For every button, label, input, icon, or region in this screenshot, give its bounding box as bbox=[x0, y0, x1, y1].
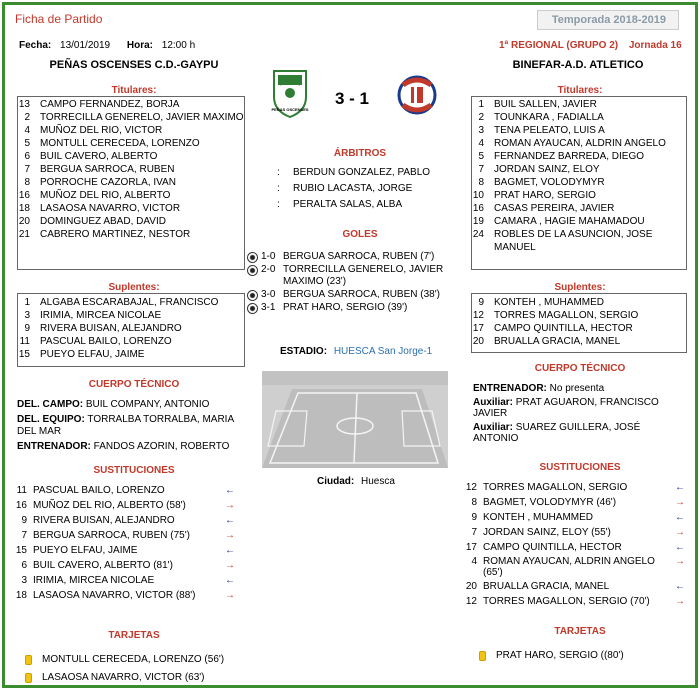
player-name: MONTULL CERECEDA, LORENZO (56') bbox=[42, 654, 225, 665]
goal-score: 3-0 bbox=[261, 289, 276, 300]
player-name: ALGABA ESCARABAJAL, FRANCISCO bbox=[40, 297, 219, 308]
player-name: BUIL CAVERO, ALBERTO (81') bbox=[33, 560, 173, 571]
arrow-left-icon: ← bbox=[225, 575, 235, 586]
home-team-crest bbox=[270, 67, 310, 119]
arrow-left-icon: ← bbox=[675, 482, 685, 493]
home-cards-title: TARJETAS bbox=[108, 630, 160, 641]
player-row[interactable] bbox=[472, 137, 686, 150]
player-number: 12 bbox=[472, 310, 484, 321]
player-number: 18 bbox=[15, 590, 27, 601]
arrow-right-icon: → bbox=[675, 527, 685, 538]
referee-name: BERDUN GONZALEZ, PABLO bbox=[293, 167, 431, 178]
player-name: TORRES MAGALLON, SERGIO (70') bbox=[483, 596, 650, 607]
player-name: TENA PELEATO, LUIS A bbox=[494, 125, 605, 136]
staff-row bbox=[473, 397, 687, 419]
substitution-row bbox=[455, 511, 687, 524]
player-row[interactable] bbox=[472, 176, 686, 189]
player-name: PASCUAL BAILO, LORENZO bbox=[40, 336, 172, 347]
arrow-left-icon: ← bbox=[675, 512, 685, 523]
player-number: 11 bbox=[19, 336, 30, 347]
arrow-left-icon: ← bbox=[675, 581, 685, 592]
player-row[interactable] bbox=[472, 111, 686, 124]
player-number: 19 bbox=[472, 216, 484, 227]
referee-separator: : bbox=[277, 183, 280, 194]
player-number: 9 bbox=[478, 297, 484, 308]
competition-info bbox=[499, 40, 682, 51]
away-subs-list bbox=[471, 293, 687, 353]
card-row bbox=[479, 649, 689, 662]
substitution-row bbox=[5, 589, 237, 602]
player-number: 2 bbox=[24, 112, 30, 123]
player-row[interactable] bbox=[18, 215, 244, 228]
player-name: PUEYO ELFAU, JAIME bbox=[40, 349, 145, 360]
soccer-ball-icon bbox=[247, 252, 258, 263]
yellow-card-icon bbox=[25, 673, 32, 683]
home-team-name: PEÑAS OSCENSES C.D.-GAYPU bbox=[49, 59, 219, 71]
time-value: 12:00 h bbox=[161, 40, 196, 51]
player-row[interactable] bbox=[18, 111, 244, 124]
player-number: 10 bbox=[472, 190, 484, 201]
substitution-row bbox=[5, 544, 237, 557]
player-name: ROBLES DE LA ASUNCION, JOSE MANUEL bbox=[494, 229, 653, 253]
player-number: 13 bbox=[18, 99, 30, 110]
substitution-row bbox=[5, 514, 237, 527]
player-number: 20 bbox=[465, 581, 477, 592]
player-name: ROMAN AYAUCAN, ALDRIN ANGELO bbox=[494, 138, 666, 149]
player-number: 5 bbox=[24, 138, 30, 149]
player-row[interactable] bbox=[472, 163, 686, 176]
home-substitutions-list bbox=[5, 484, 237, 604]
player-row[interactable] bbox=[18, 150, 244, 163]
player-name: MUÑOZ DEL RIO, VICTOR bbox=[40, 125, 163, 136]
substitution-row bbox=[455, 481, 687, 494]
goal-row bbox=[247, 302, 459, 314]
page-title: Ficha de Partido bbox=[15, 12, 103, 26]
player-name: RIVERA BUISAN, ALEJANDRO bbox=[40, 323, 182, 334]
goal-score: 1-0 bbox=[261, 251, 276, 262]
referee-row bbox=[277, 197, 467, 213]
player-number: 11 bbox=[16, 485, 27, 496]
player-name: BUIL CAVERO, ALBERTO bbox=[40, 151, 158, 162]
player-name: CAMPO QUINTILLA, HECTOR bbox=[494, 323, 633, 334]
round-name: Jornada 16 bbox=[628, 40, 682, 51]
soccer-ball-icon bbox=[247, 265, 258, 276]
away-substitutions-title: SUSTITUCIONES bbox=[539, 462, 621, 473]
staff-role: Auxiliar: bbox=[473, 397, 514, 408]
date-value: 13/01/2019 bbox=[60, 40, 111, 51]
player-row[interactable] bbox=[18, 163, 244, 176]
referee-row bbox=[277, 165, 467, 181]
player-number: 7 bbox=[21, 530, 27, 541]
staff-name: FANDOS AZORIN, ROBERTO bbox=[93, 441, 230, 452]
referee-name: PERALTA SALAS, ALBA bbox=[293, 199, 403, 210]
player-number: 16 bbox=[15, 500, 27, 511]
player-name: ROMAN AYAUCAN, ALDRIN ANGELO (65') bbox=[483, 556, 655, 578]
goal-scorer: BERGUA SARROCA, RUBEN (38') bbox=[283, 289, 440, 300]
player-number: 8 bbox=[478, 177, 484, 188]
player-name: CASAS PEREIRA, JAVIER bbox=[494, 203, 615, 214]
player-number: 9 bbox=[21, 515, 27, 526]
player-row[interactable] bbox=[18, 228, 244, 241]
player-number: 8 bbox=[24, 177, 30, 188]
home-substitutions-title: SUSTITUCIONES bbox=[93, 465, 175, 476]
city-value: Huesca bbox=[361, 476, 395, 487]
away-team-name: BINEFAR-A.D. ATLETICO bbox=[512, 59, 644, 71]
home-staff-title: CUERPO TÉCNICO bbox=[88, 379, 180, 390]
referees-title: ÁRBITROS bbox=[333, 148, 387, 159]
substitution-row bbox=[455, 526, 687, 539]
player-row[interactable] bbox=[18, 98, 244, 111]
arrow-right-icon: → bbox=[675, 556, 685, 567]
player-number: 4 bbox=[471, 556, 477, 567]
player-name: KONTEH , MUHAMMED bbox=[494, 297, 604, 308]
match-sheet-frame bbox=[2, 2, 698, 688]
player-number: 7 bbox=[478, 164, 484, 175]
substitution-row bbox=[5, 499, 237, 512]
player-name: KONTEH , MUHAMMED bbox=[483, 512, 593, 523]
player-name: PRAT HARO, SERGIO ((80') bbox=[496, 650, 624, 661]
goals-list bbox=[247, 251, 459, 315]
player-row[interactable] bbox=[18, 124, 244, 137]
time-label: Hora: bbox=[126, 40, 153, 51]
player-name: TORRECILLA GENERELO, JAVIER MAXIMO bbox=[40, 112, 244, 123]
player-number: 9 bbox=[471, 512, 477, 523]
staff-name: TORRALBA TORRALBA, MARIA DEL MAR bbox=[17, 414, 234, 437]
referee-separator: : bbox=[277, 199, 280, 210]
referee-name: RUBIO LACASTA, JORGE bbox=[293, 183, 413, 194]
player-name: BAGMET, VOLODYMYR bbox=[494, 177, 605, 188]
player-number: 8 bbox=[471, 497, 477, 508]
player-number: 4 bbox=[478, 138, 484, 149]
player-number: 12 bbox=[465, 482, 477, 493]
staff-row bbox=[17, 414, 247, 438]
staff-name: BUIL COMPANY, ANTONIO bbox=[85, 399, 210, 410]
goal-row bbox=[247, 251, 459, 263]
player-number: 5 bbox=[478, 151, 484, 162]
substitution-row bbox=[5, 484, 237, 497]
soccer-ball-icon bbox=[247, 290, 258, 301]
away-starters-title: Titulares: bbox=[557, 85, 603, 96]
staff-role: Auxiliar: bbox=[473, 422, 514, 433]
player-name: PUEYO ELFAU, JAIME bbox=[33, 545, 138, 556]
substitution-row bbox=[5, 529, 237, 542]
player-name: IRIMIA, MIRCEA NICOLAE bbox=[33, 575, 155, 586]
player-row[interactable] bbox=[472, 189, 686, 202]
home-starters-title: Titulares: bbox=[111, 85, 157, 96]
staff-row bbox=[17, 399, 247, 411]
home-subs-title: Suplentes: bbox=[108, 282, 160, 293]
staff-row bbox=[473, 383, 687, 394]
player-name: LASAOSA NAVARRO, VICTOR bbox=[40, 203, 181, 214]
player-row[interactable] bbox=[18, 137, 244, 150]
player-name: JORDAN SAINZ, ELOY bbox=[494, 164, 600, 175]
staff-role: DEL. EQUIPO: bbox=[17, 414, 85, 425]
player-row[interactable] bbox=[472, 98, 686, 111]
yellow-card-icon bbox=[25, 655, 32, 665]
player-number: 3 bbox=[21, 575, 27, 586]
substitution-row bbox=[455, 580, 687, 593]
player-number: 16 bbox=[18, 190, 30, 201]
city-info bbox=[317, 476, 395, 487]
goals-title: GOLES bbox=[342, 229, 378, 240]
player-name: RIVERA BUISAN, ALEJANDRO bbox=[33, 515, 175, 526]
player-row[interactable] bbox=[472, 215, 686, 228]
arrow-right-icon: → bbox=[675, 497, 685, 508]
arrow-right-icon: → bbox=[225, 560, 235, 571]
player-number: 7 bbox=[24, 164, 30, 175]
player-name: JORDAN SAINZ, ELOY (55') bbox=[483, 527, 611, 538]
card-row bbox=[25, 653, 245, 666]
competition-name: 1ª REGIONAL (GRUPO 2) bbox=[499, 40, 619, 51]
player-row[interactable] bbox=[472, 228, 686, 254]
substitution-row bbox=[455, 556, 687, 578]
player-number: 9 bbox=[24, 323, 30, 334]
player-number: 16 bbox=[472, 203, 484, 214]
player-number: 17 bbox=[472, 323, 484, 334]
player-name: CAMPO QUINTILLA, HECTOR bbox=[483, 542, 622, 553]
arrow-left-icon: ← bbox=[225, 545, 235, 556]
player-number: 15 bbox=[15, 545, 27, 556]
player-name: LASAOSA NAVARRO, VICTOR (88') bbox=[33, 590, 196, 601]
player-name: BRUALLA GRACIA, MANEL bbox=[494, 336, 621, 347]
player-name: MUÑOZ DEL RIO, ALBERTO (58') bbox=[33, 500, 186, 511]
season-badge: Temporada 2018-2019 bbox=[537, 10, 679, 30]
player-row[interactable] bbox=[472, 296, 686, 309]
player-name: IRIMIA, MIRCEA NICOLAE bbox=[40, 310, 162, 321]
away-staff-list bbox=[473, 383, 687, 447]
match-datetime bbox=[19, 40, 195, 51]
arrow-left-icon: ← bbox=[675, 542, 685, 553]
substitution-row bbox=[455, 541, 687, 554]
player-name: CABRERO MARTINEZ, NESTOR bbox=[40, 229, 191, 240]
arrow-right-icon: → bbox=[225, 530, 235, 541]
player-name: BUIL SALLEN, JAVIER bbox=[494, 99, 597, 110]
staff-name: SUAREZ GUILLERA, JOSÉ ANTONIO bbox=[473, 422, 641, 444]
referee-row bbox=[277, 181, 467, 197]
player-number: 6 bbox=[21, 560, 27, 571]
player-number: 20 bbox=[472, 336, 484, 347]
staff-name: PRAT AGUARON, FRANCISCO JAVIER bbox=[473, 397, 659, 419]
home-cards-list bbox=[25, 653, 245, 689]
away-starters-list bbox=[471, 96, 687, 270]
player-number: 20 bbox=[18, 216, 30, 227]
yellow-card-icon bbox=[479, 651, 486, 661]
player-number: 2 bbox=[478, 112, 484, 123]
stadium-link[interactable]: HUESCA San Jorge-1 bbox=[333, 346, 433, 357]
player-row[interactable] bbox=[18, 296, 244, 309]
staff-role: ENTRENADOR: bbox=[17, 441, 91, 452]
goal-row bbox=[247, 264, 459, 288]
player-number: 12 bbox=[465, 596, 477, 607]
home-crest-text: PEÑAS OSCENSES bbox=[271, 107, 309, 112]
stadium-info bbox=[280, 346, 432, 357]
substitution-row bbox=[5, 559, 237, 572]
player-number: 6 bbox=[24, 151, 30, 162]
staff-role: ENTRENADOR: bbox=[473, 383, 547, 394]
player-row[interactable] bbox=[18, 348, 244, 361]
player-name: MONTULL CERECEDA, LORENZO bbox=[40, 138, 200, 149]
city-label: Ciudad: bbox=[317, 476, 355, 487]
player-number: 17 bbox=[465, 542, 477, 553]
player-row[interactable] bbox=[472, 150, 686, 163]
substitution-row bbox=[455, 496, 687, 509]
player-name: BERGUA SARROCA, RUBEN (75') bbox=[33, 530, 190, 541]
player-name: PORROCHE CAZORLA, IVAN bbox=[40, 177, 176, 188]
player-name: TORRES MAGALLON, SERGIO bbox=[494, 310, 639, 321]
date-label: Fecha: bbox=[19, 40, 52, 51]
stadium-label: ESTADIO: bbox=[280, 346, 328, 357]
player-row[interactable] bbox=[18, 176, 244, 189]
stadium-image bbox=[262, 371, 448, 468]
arrow-left-icon: ← bbox=[225, 485, 235, 496]
goal-score: 2-0 bbox=[261, 264, 276, 275]
staff-name: No presenta bbox=[549, 383, 605, 394]
player-name: TOUNKARA , FADIALLA bbox=[494, 112, 604, 123]
away-cards-title: TARJETAS bbox=[554, 626, 606, 637]
player-name: BRUALLA GRACIA, MANEL bbox=[483, 581, 610, 592]
away-substitutions-list bbox=[455, 481, 687, 610]
referees-list bbox=[277, 165, 467, 213]
player-name: BAGMET, VOLODYMYR (46') bbox=[483, 497, 617, 508]
home-staff-list bbox=[17, 399, 247, 456]
soccer-ball-icon bbox=[247, 303, 258, 314]
player-name: LASAOSA NAVARRO, VICTOR (63') bbox=[42, 672, 205, 684]
player-number: 21 bbox=[18, 229, 30, 240]
arrow-right-icon: → bbox=[225, 590, 235, 601]
away-team-crest bbox=[397, 71, 437, 121]
player-row[interactable] bbox=[18, 309, 244, 322]
away-subs-title: Suplentes: bbox=[554, 282, 606, 293]
player-number: 1 bbox=[478, 99, 484, 110]
player-row[interactable] bbox=[472, 322, 686, 335]
substitution-row bbox=[5, 574, 237, 587]
player-name: PRAT HARO, SERGIO bbox=[494, 190, 596, 201]
goal-scorer: BERGUA SARROCA, RUBEN (7') bbox=[283, 251, 435, 262]
goal-scorer: PRAT HARO, SERGIO (39') bbox=[283, 302, 408, 313]
card-row bbox=[25, 671, 245, 684]
player-number: 24 bbox=[472, 229, 484, 240]
match-score: 3 - 1 bbox=[335, 89, 370, 108]
goal-score: 3-1 bbox=[261, 302, 276, 313]
player-row[interactable] bbox=[472, 309, 686, 322]
arrow-left-icon: ← bbox=[225, 515, 235, 526]
player-number: 7 bbox=[471, 527, 477, 538]
arrow-right-icon: → bbox=[675, 596, 685, 607]
player-number: 18 bbox=[18, 203, 30, 214]
player-name: DOMINGUEZ ABAD, DAVID bbox=[40, 216, 166, 227]
goal-scorer: TORRECILLA GENERELO, JAVIER MAXIMO (23') bbox=[283, 264, 444, 287]
player-row[interactable] bbox=[472, 335, 686, 348]
player-row[interactable] bbox=[472, 202, 686, 215]
home-starters-list bbox=[17, 96, 245, 270]
referee-separator: : bbox=[277, 167, 280, 178]
player-name: CAMPO FERNANDEZ, BORJA bbox=[40, 99, 180, 110]
player-row[interactable] bbox=[18, 202, 244, 215]
away-staff-title: CUERPO TÉCNICO bbox=[534, 363, 626, 374]
player-name: TORRES MAGALLON, SERGIO bbox=[483, 482, 628, 493]
player-number: 3 bbox=[478, 125, 484, 136]
player-number: 4 bbox=[24, 125, 30, 136]
player-name: PASCUAL BAILO, LORENZO bbox=[33, 485, 165, 496]
player-name: FERNANDEZ BARREDA, DIEGO bbox=[494, 151, 645, 162]
home-subs-list bbox=[17, 293, 245, 367]
player-name: MUÑOZ DEL RIO, ALBERTO bbox=[40, 190, 171, 201]
player-number: 3 bbox=[24, 310, 30, 321]
player-number: 15 bbox=[18, 349, 30, 360]
staff-role: DEL. CAMPO: bbox=[17, 399, 84, 410]
player-number: 1 bbox=[24, 297, 30, 308]
staff-row bbox=[17, 441, 247, 453]
staff-row bbox=[473, 422, 687, 444]
player-row[interactable] bbox=[18, 189, 244, 202]
away-cards-list bbox=[479, 649, 689, 667]
goal-row bbox=[247, 289, 459, 301]
substitution-row bbox=[455, 595, 687, 608]
player-row[interactable] bbox=[18, 335, 244, 348]
player-name: CAMARA , HAGIE MAHAMADOU bbox=[494, 216, 645, 227]
player-row[interactable] bbox=[472, 124, 686, 137]
player-row[interactable] bbox=[18, 322, 244, 335]
arrow-right-icon: → bbox=[225, 500, 235, 511]
player-name: BERGUA SARROCA, RUBEN bbox=[40, 164, 175, 175]
